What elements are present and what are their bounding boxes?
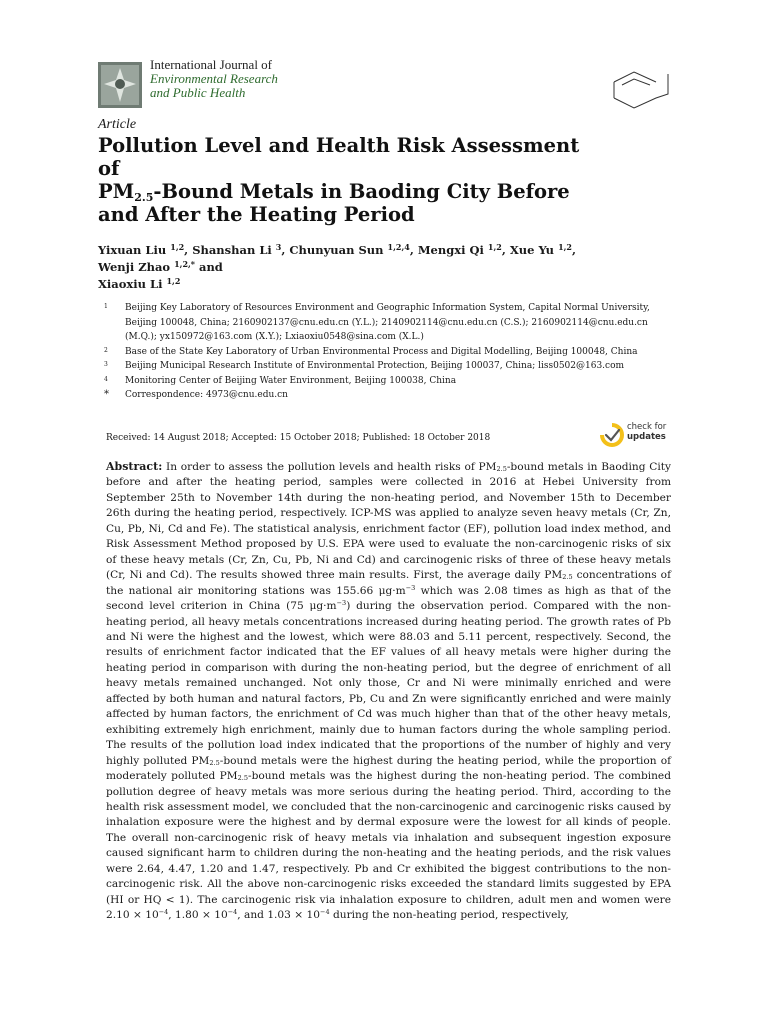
paper-title (98, 134, 688, 226)
correspondence-marker: * (104, 389, 109, 400)
abstract-subscript: 2.5 (237, 774, 248, 783)
affiliation-number: 2 (104, 346, 108, 354)
author-name: Xue Yu (509, 243, 555, 257)
author-affil-sup: 1,2 (558, 242, 572, 252)
author (98, 277, 180, 291)
abstract-superscript: −3 (405, 583, 416, 592)
abstract-subscript: 2.5 (209, 758, 220, 767)
author-affil-sup: 3 (275, 242, 282, 252)
check-updates-line1: check for (627, 422, 667, 432)
author-name: Chunyuan Sun (289, 243, 384, 257)
affiliation-item (98, 374, 678, 389)
correspondence-text: Correspondence: 4973@cnu.edu.cn (125, 390, 288, 400)
abstract-body (106, 461, 671, 921)
abstract-text: -bound metals were the highest during the heating period, while the proportion of moderately polluted PM (106, 754, 671, 783)
title-line-2: of (98, 157, 120, 180)
abstract-superscript: −4 (158, 908, 169, 917)
title-line-3 (98, 180, 688, 203)
publisher-hexagon-icon (612, 70, 670, 110)
author (98, 260, 223, 274)
check-for-updates-badge[interactable] (600, 422, 680, 448)
author-sep: and (194, 260, 223, 274)
affiliation-number: 3 (104, 361, 108, 368)
author (192, 243, 289, 257)
affiliation-text: Base of the State Key Laboratory of Urban Environmental Process and Digital Modelling, Beijing 100048, China (125, 346, 638, 357)
correspondence-item (98, 388, 678, 403)
abstract-text: -bound metals in Baoding City before and after the heating period, samples were collected in 2016 at Hebei University from September 25th to November 14th during the non-heating period, and November 15th to December 26th during the heating period, respectively. ICP-MS was applied to analyze seven heavy metals (Cr, Zn, Cu, Pb, Ni, Cd and Fe). The statistical analysis, enrichment factor (EF), pollution load index method, and Risk Assessment Method proposed by U.S. EPA were used to evaluate the non-carcinogenic risks of six of these heavy metals (Cr, Zn, Cu, Pb, Ni and Cd) and carcinogenic risks of three of these heavy metals (Cr, Ni and Cd). The results showed three main results. First, the average daily PM (106, 461, 671, 582)
affiliation-list (98, 301, 678, 403)
abstract-text: In order to assess the pollution levels and health risks of PM (162, 461, 497, 473)
journal-name (150, 58, 278, 100)
affiliation-item (98, 345, 678, 360)
author (418, 243, 510, 257)
author-name: Yixuan Liu (98, 243, 167, 257)
abstract-text: , and 1.03 × 10 (237, 909, 320, 922)
author (289, 243, 417, 257)
journal-name-line3: and Public Health (150, 85, 246, 100)
abstract-superscript: −3 (336, 599, 347, 608)
check-updates-text (627, 422, 666, 442)
author-affil-sup: 1,2 (487, 242, 502, 252)
title-pm-subscript: 2.5 (134, 191, 154, 204)
affiliation-number: 1 (104, 303, 108, 310)
affiliation-text: Monitoring Center of Beijing Water Environment, Beijing 100038, China (125, 375, 457, 386)
author-affil-sup: 1,2 (170, 242, 185, 252)
author-list (98, 242, 678, 293)
abstract (106, 459, 671, 924)
title-line-1: Pollution Level and Health Risk Assessment (98, 134, 580, 157)
author-affil-sup: 1,2 (166, 276, 181, 286)
author-sep: , (409, 243, 418, 257)
abstract-text: -bound metals was the highest during the non-heating period. The combined pollution degree of heavy metals was more serious during the heating period. Third, according to the health risk assessment model, we concluded that the non-carcinogenic and carcinogenic risks caused by inhalation exposure were the highest and by dermal exposure were the lowest for all kinds of people. The overall non-carcinogenic risk of heavy metals via inhalation and subsequent ingestion exposure caused significant harm to children during the non-heating and the heating periods, and the risk values were 2.64, 4.47, 1.20 and 1.47, respectively. Pb and Cr exhibited the biggest contributions to the non-carcinogenic risk. All the above non-carcinogenic risks exceeded the standard limits suggested by EPA (HI or HQ < 1). The carcinogenic risk via inhalation exposure to children, adult men and women were 2.10 × 10 (106, 770, 671, 922)
author (510, 243, 576, 257)
title-pm: PM (98, 180, 135, 203)
abstract-text: , 1.80 × 10 (168, 909, 228, 922)
title-line-3-rest: -Bound Metals in Baoding City Before (153, 180, 570, 203)
affiliation-text: Beijing Municipal Research Institute of Environmental Protection, Beijing 100037, China; liss0502@163.com (125, 361, 625, 371)
abstract-label: Abstract: (106, 460, 163, 473)
author-sep: , (501, 243, 510, 257)
author-name: Wenji Zhao (98, 260, 171, 274)
abstract-text: concentrations of the national air monitoring stations was 155.66 μg·m (106, 569, 671, 597)
abstract-text: during the non-heating period, respectively, (329, 909, 569, 922)
author (98, 243, 192, 257)
check-updates-line2: updates (627, 432, 666, 442)
affiliation-item (98, 359, 678, 374)
journal-name-line1: International Journal of (150, 57, 273, 72)
publication-dates: Received: 14 August 2018; Accepted: 15 October 2018; Published: 18 October 2018 (106, 433, 491, 443)
author-affil-sup: 1,2,* (174, 259, 195, 269)
abstract-subscript: 2.5 (496, 465, 507, 473)
affiliation-text: Beijing Key Laboratory of Resources Environment and Geographic Information System, Capital Normal University, Beijing 100048, China; 2160902137@cnu.edu.cn (Y.L.); 2140902114@cnu.edu.cn (C.S.); 2160902114@cnu.edu.cn (M.Q.); yx150972@163.com (X.Y.); Lxiaoxiu0548@sina.com (X.L.) (125, 303, 650, 342)
author-sep: , (184, 243, 193, 257)
check-updates-icon (600, 423, 624, 447)
author-sep: , (281, 243, 290, 257)
author-name: Xiaoxiu Li (98, 277, 163, 291)
abstract-text: ) during the observation period. Compared with the non-heating period, all heavy metals concentrations increased during heating period. The growth rates of Pb and Ni were the highest and the lowest, which were 88.03 and 5.11 percent, respectively. Second, the results of enrichment factor indicated that the EF values of all heavy metals were higher during the heating period in comparison with during the non-heating period, but the degree of enrichment of all heavy metals remained unchanged. Not only those, Cr and Ni were minimally enriched and were affected by both human and natural factors, Pb, Cu and Zn were significantly enriched and were mainly affected by human factors, the enrichment of Cd was much higher than that of the other heavy metals, exhibiting extremely high enrichment, mainly due to human factors during the whole sampling period. The results of the pollution load index indicated that the proportions of the number of highly and very highly polluted PM (106, 600, 671, 767)
abstract-superscript: −4 (227, 908, 238, 917)
author-sep: , (571, 243, 576, 257)
journal-name-line2: Environmental Research (150, 71, 278, 86)
author-name: Shanshan Li (192, 243, 272, 257)
author-name: Mengxi Qi (417, 243, 484, 257)
abstract-superscript: −4 (320, 908, 330, 917)
affiliation-item (98, 301, 678, 345)
title-line-4: and After the Heating Period (98, 203, 415, 226)
affiliation-number: 4 (104, 375, 108, 383)
abstract-text: which was 2.08 times as high as that of the second level criterion in China (75 μg·m (106, 584, 672, 613)
abstract-subscript: 2.5 (562, 573, 573, 582)
article-type-label: Article (98, 117, 137, 132)
author-affil-sup: 1,2,4 (387, 242, 410, 252)
journal-logo (98, 62, 142, 108)
